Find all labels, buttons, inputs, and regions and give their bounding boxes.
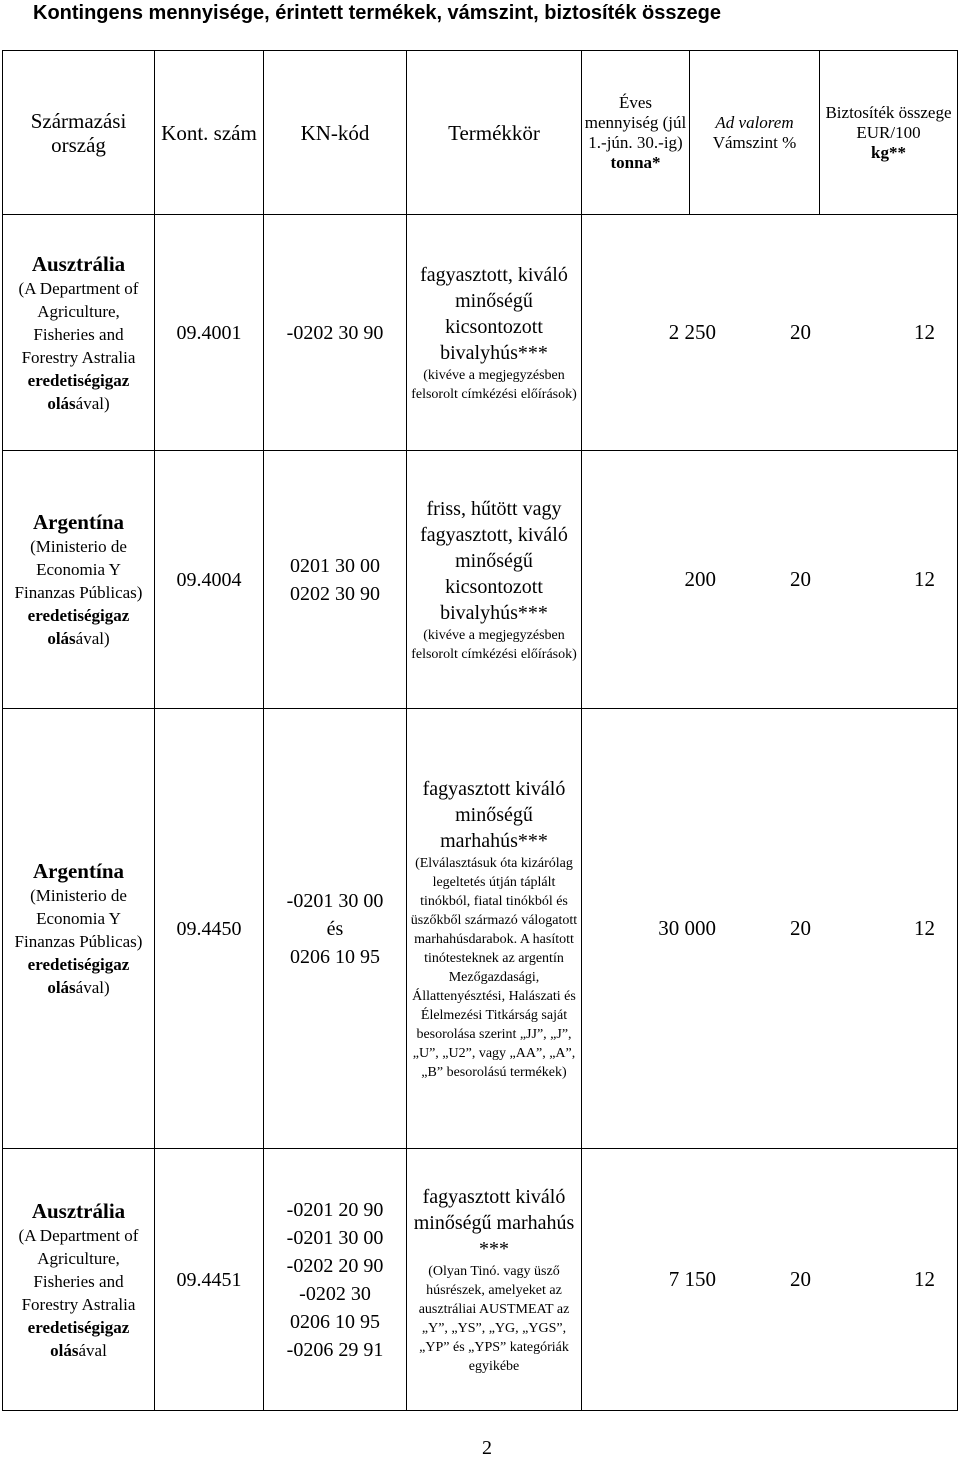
quota-number: 09.4001 — [155, 215, 264, 451]
security-amount: 12 — [914, 567, 935, 591]
annual-quantity: 200 — [684, 567, 716, 591]
product-description: fagyasztott, kiváló minőségű kicsontozott bivalyhús*** — [420, 263, 568, 364]
header-annual-quantity-unit: tonna* — [610, 152, 661, 172]
product-note: (kivéve a megjegyzésben felsorolt címkézési előírások) — [411, 627, 577, 662]
kn-code-cell: -0201 20 90 -0201 30 00 -0202 20 90 -0202 30 0206 10 95 -0206 29 91 — [264, 1149, 407, 1411]
security-amount: 12 — [914, 320, 935, 344]
quota-number: 09.4450 — [155, 709, 264, 1149]
values-cell — [582, 215, 958, 451]
header-annual-quantity — [582, 51, 690, 215]
product-note: (Elválasztásuk óta kizárólag legeltetés útján táplált tinókból, fiatal tinókból és üszőkből származó válogatott marhahúsdarabok. A hasított tinótesteknek az argentín Mezőgazdasági, Állattenyésztési, Halászati és Élelmezési Titkárság saját besorolása szerint „JJ”, „J”, „U”, „U2”, vagy „AA”, „A”, „B” besorolású termékek) — [410, 855, 578, 1080]
header-duty-advalorem: Ad valorem — [715, 112, 794, 132]
header-duty-rate: Vámszint % — [712, 132, 797, 152]
page-title: Kontingens mennyisége, érintett termékek, vámszint, biztosíték összege — [33, 2, 721, 24]
issuing-agency: (A Department of Agriculture, Fisheries and Forestry Astralia — [18, 1225, 139, 1314]
header-country: Származási ország — [3, 51, 155, 215]
product-cell — [407, 451, 582, 709]
product-description: friss, hűtött vagy fagyasztott, kiváló minőségű kicsontozott bivalyhús*** — [420, 497, 568, 624]
header-row — [3, 51, 958, 215]
country-cell — [3, 215, 155, 451]
product-description: fagyasztott kiváló minőségű marhahús*** — [422, 777, 566, 852]
product-description: fagyasztott kiváló minőségű marhahús *** — [413, 1185, 575, 1260]
values-cell — [582, 709, 958, 1149]
country-cell — [3, 451, 155, 709]
header-duty — [690, 51, 820, 215]
kn-code-cell: 0201 30 00 0202 30 90 — [264, 451, 407, 709]
product-note: (kivéve a megjegyzésben felsorolt címkézési előírások) — [411, 367, 577, 402]
quota-number: 09.4451 — [155, 1149, 264, 1411]
certificate-text: eredetiségigaz olásával) — [27, 606, 130, 648]
header-security-label: Biztosíték összege EUR/100 — [825, 102, 952, 142]
country-name: Argentína — [33, 510, 124, 534]
table-row — [3, 215, 958, 451]
table-row — [3, 451, 958, 709]
quota-table — [2, 50, 958, 1411]
product-cell — [407, 215, 582, 451]
country-cell — [3, 1149, 155, 1411]
product-note: (Olyan Tinó. vagy üsző húsrészek, amelyeket az ausztráliai AUSTMEAT az „Y”, „YS”, „YG, „YGS”, „YP” és „YPS” kategóriák egyikébe — [418, 1263, 570, 1374]
kn-code-cell: -0201 30 00 és 0206 10 95 — [264, 709, 407, 1149]
table-row — [3, 1149, 958, 1411]
country-name: Ausztrália — [31, 1198, 126, 1223]
issuing-agency: (Ministerio de Economia Y Finanzas Públicas) — [14, 886, 143, 951]
issuing-agency: (A Department of Agriculture, Fisheries and Forestry Astralia — [18, 278, 139, 367]
page-number: 2 — [482, 1437, 492, 1459]
header-product: Termékkör — [407, 51, 582, 215]
issuing-agency: (Ministerio de Economia Y Finanzas Públicas) — [14, 537, 143, 602]
certificate-text: eredetiségigaz olásával) — [27, 955, 130, 997]
header-security — [820, 51, 958, 215]
security-amount: 12 — [914, 1267, 935, 1291]
duty-rate: 20 — [790, 567, 811, 591]
duty-rate: 20 — [790, 1267, 811, 1291]
security-amount: 12 — [914, 916, 935, 940]
country-name: Ausztrália — [31, 251, 126, 276]
header-kn-code: KN-kód — [264, 51, 407, 215]
certificate-text: eredetiségigaz olásával) — [27, 370, 130, 413]
product-cell — [407, 1149, 582, 1411]
quota-number: 09.4004 — [155, 451, 264, 709]
header-quota-no: Kont. szám — [155, 51, 264, 215]
product-cell — [407, 709, 582, 1149]
country-name: Argentína — [33, 859, 124, 883]
duty-rate: 20 — [790, 916, 811, 940]
annual-quantity: 7 150 — [668, 1267, 716, 1291]
kn-code-cell: -0202 30 90 — [264, 215, 407, 451]
country-cell — [3, 709, 155, 1149]
certificate-text: eredetiségigaz olásával — [27, 1317, 130, 1360]
annual-quantity: 30 000 — [658, 916, 716, 940]
header-annual-quantity-label: Éves mennyiség (júl 1.-jún. 30.-ig) — [584, 92, 687, 152]
values-cell — [582, 451, 958, 709]
table-row — [3, 709, 958, 1149]
values-cell — [582, 1149, 958, 1411]
annual-quantity: 2 250 — [668, 320, 716, 344]
header-security-unit: kg** — [871, 142, 906, 162]
duty-rate: 20 — [790, 320, 811, 344]
